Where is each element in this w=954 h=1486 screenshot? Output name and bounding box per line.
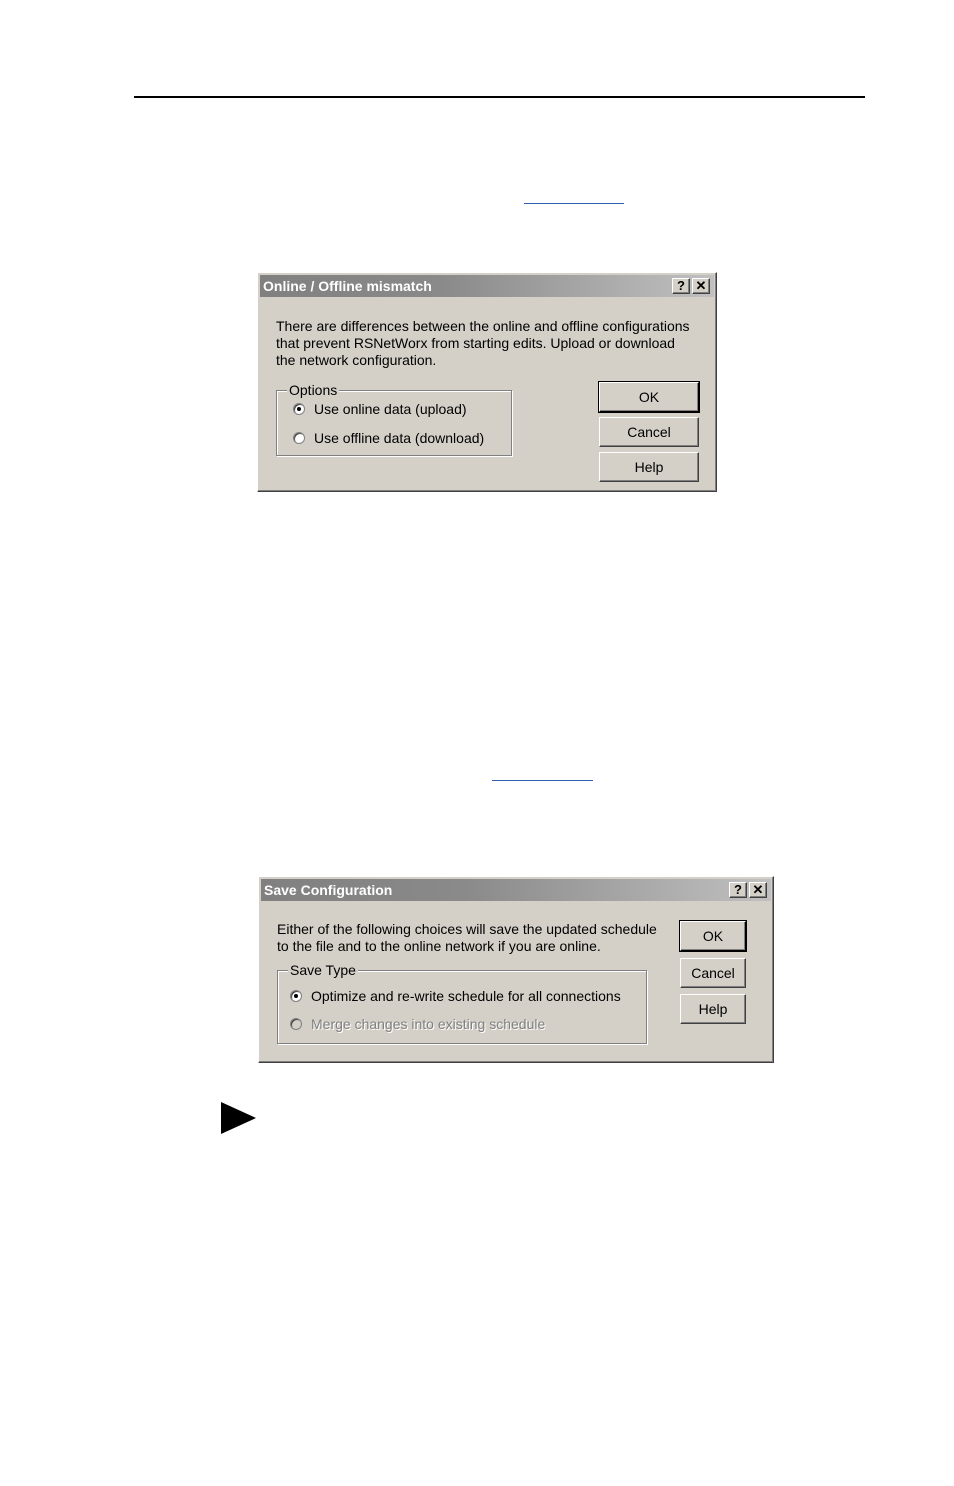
options-group [276,382,512,456]
radio-button[interactable] [293,432,305,444]
dialog-message [277,921,657,955]
help-button[interactable]: Help [680,994,746,1024]
help-icon[interactable]: ? [672,278,690,294]
hyperlink-underline[interactable] [492,780,593,781]
message-line: that prevent RSNetWorx from starting edits. Upload or download [276,335,675,351]
cancel-button[interactable]: Cancel [680,958,746,988]
message-line: the network configuration. [276,352,437,368]
option-label: Merge changes into existing schedule [311,1016,546,1032]
option-upload[interactable] [293,401,467,417]
help-icon[interactable]: ? [729,882,747,898]
close-icon[interactable]: ✕ [692,278,710,294]
dialog-message [276,318,690,369]
message-line: to the file and to the online network if you are online. [277,938,601,954]
dialog-titlebar [261,879,771,901]
option-download[interactable] [293,430,484,446]
option-label: Optimize and re-write schedule for all connections [311,988,621,1004]
dialog-title: Online / Offline mismatch [263,278,432,294]
dialog-title: Save Configuration [264,882,393,898]
group-label: Save Type [290,962,356,978]
message-line: There are differences between the online and offline configurations [276,318,690,334]
dialog-titlebar [260,275,714,297]
triangle-right-icon [221,1102,256,1134]
radio-button[interactable] [290,990,302,1002]
option-label: Use offline data (download) [314,430,485,446]
radio-button[interactable] [293,403,305,415]
save-configuration-dialog [258,876,774,1063]
option-merge [290,1016,545,1032]
ok-button[interactable]: OK [680,921,746,951]
message-line: Either of the following choices will save the updated schedule [277,921,657,937]
cancel-button[interactable]: Cancel [599,417,699,447]
help-button[interactable]: Help [599,452,699,482]
radio-button [290,1018,302,1030]
ok-button[interactable]: OK [599,382,699,412]
hyperlink-underline[interactable] [524,203,624,204]
option-label: Use online data (upload) [314,401,467,417]
group-label: Options [289,382,338,398]
page-header-rule [134,96,865,98]
option-optimize[interactable] [290,988,621,1004]
close-icon[interactable]: ✕ [749,882,767,898]
online-offline-mismatch-dialog [257,272,717,492]
save-type-group [277,962,647,1044]
